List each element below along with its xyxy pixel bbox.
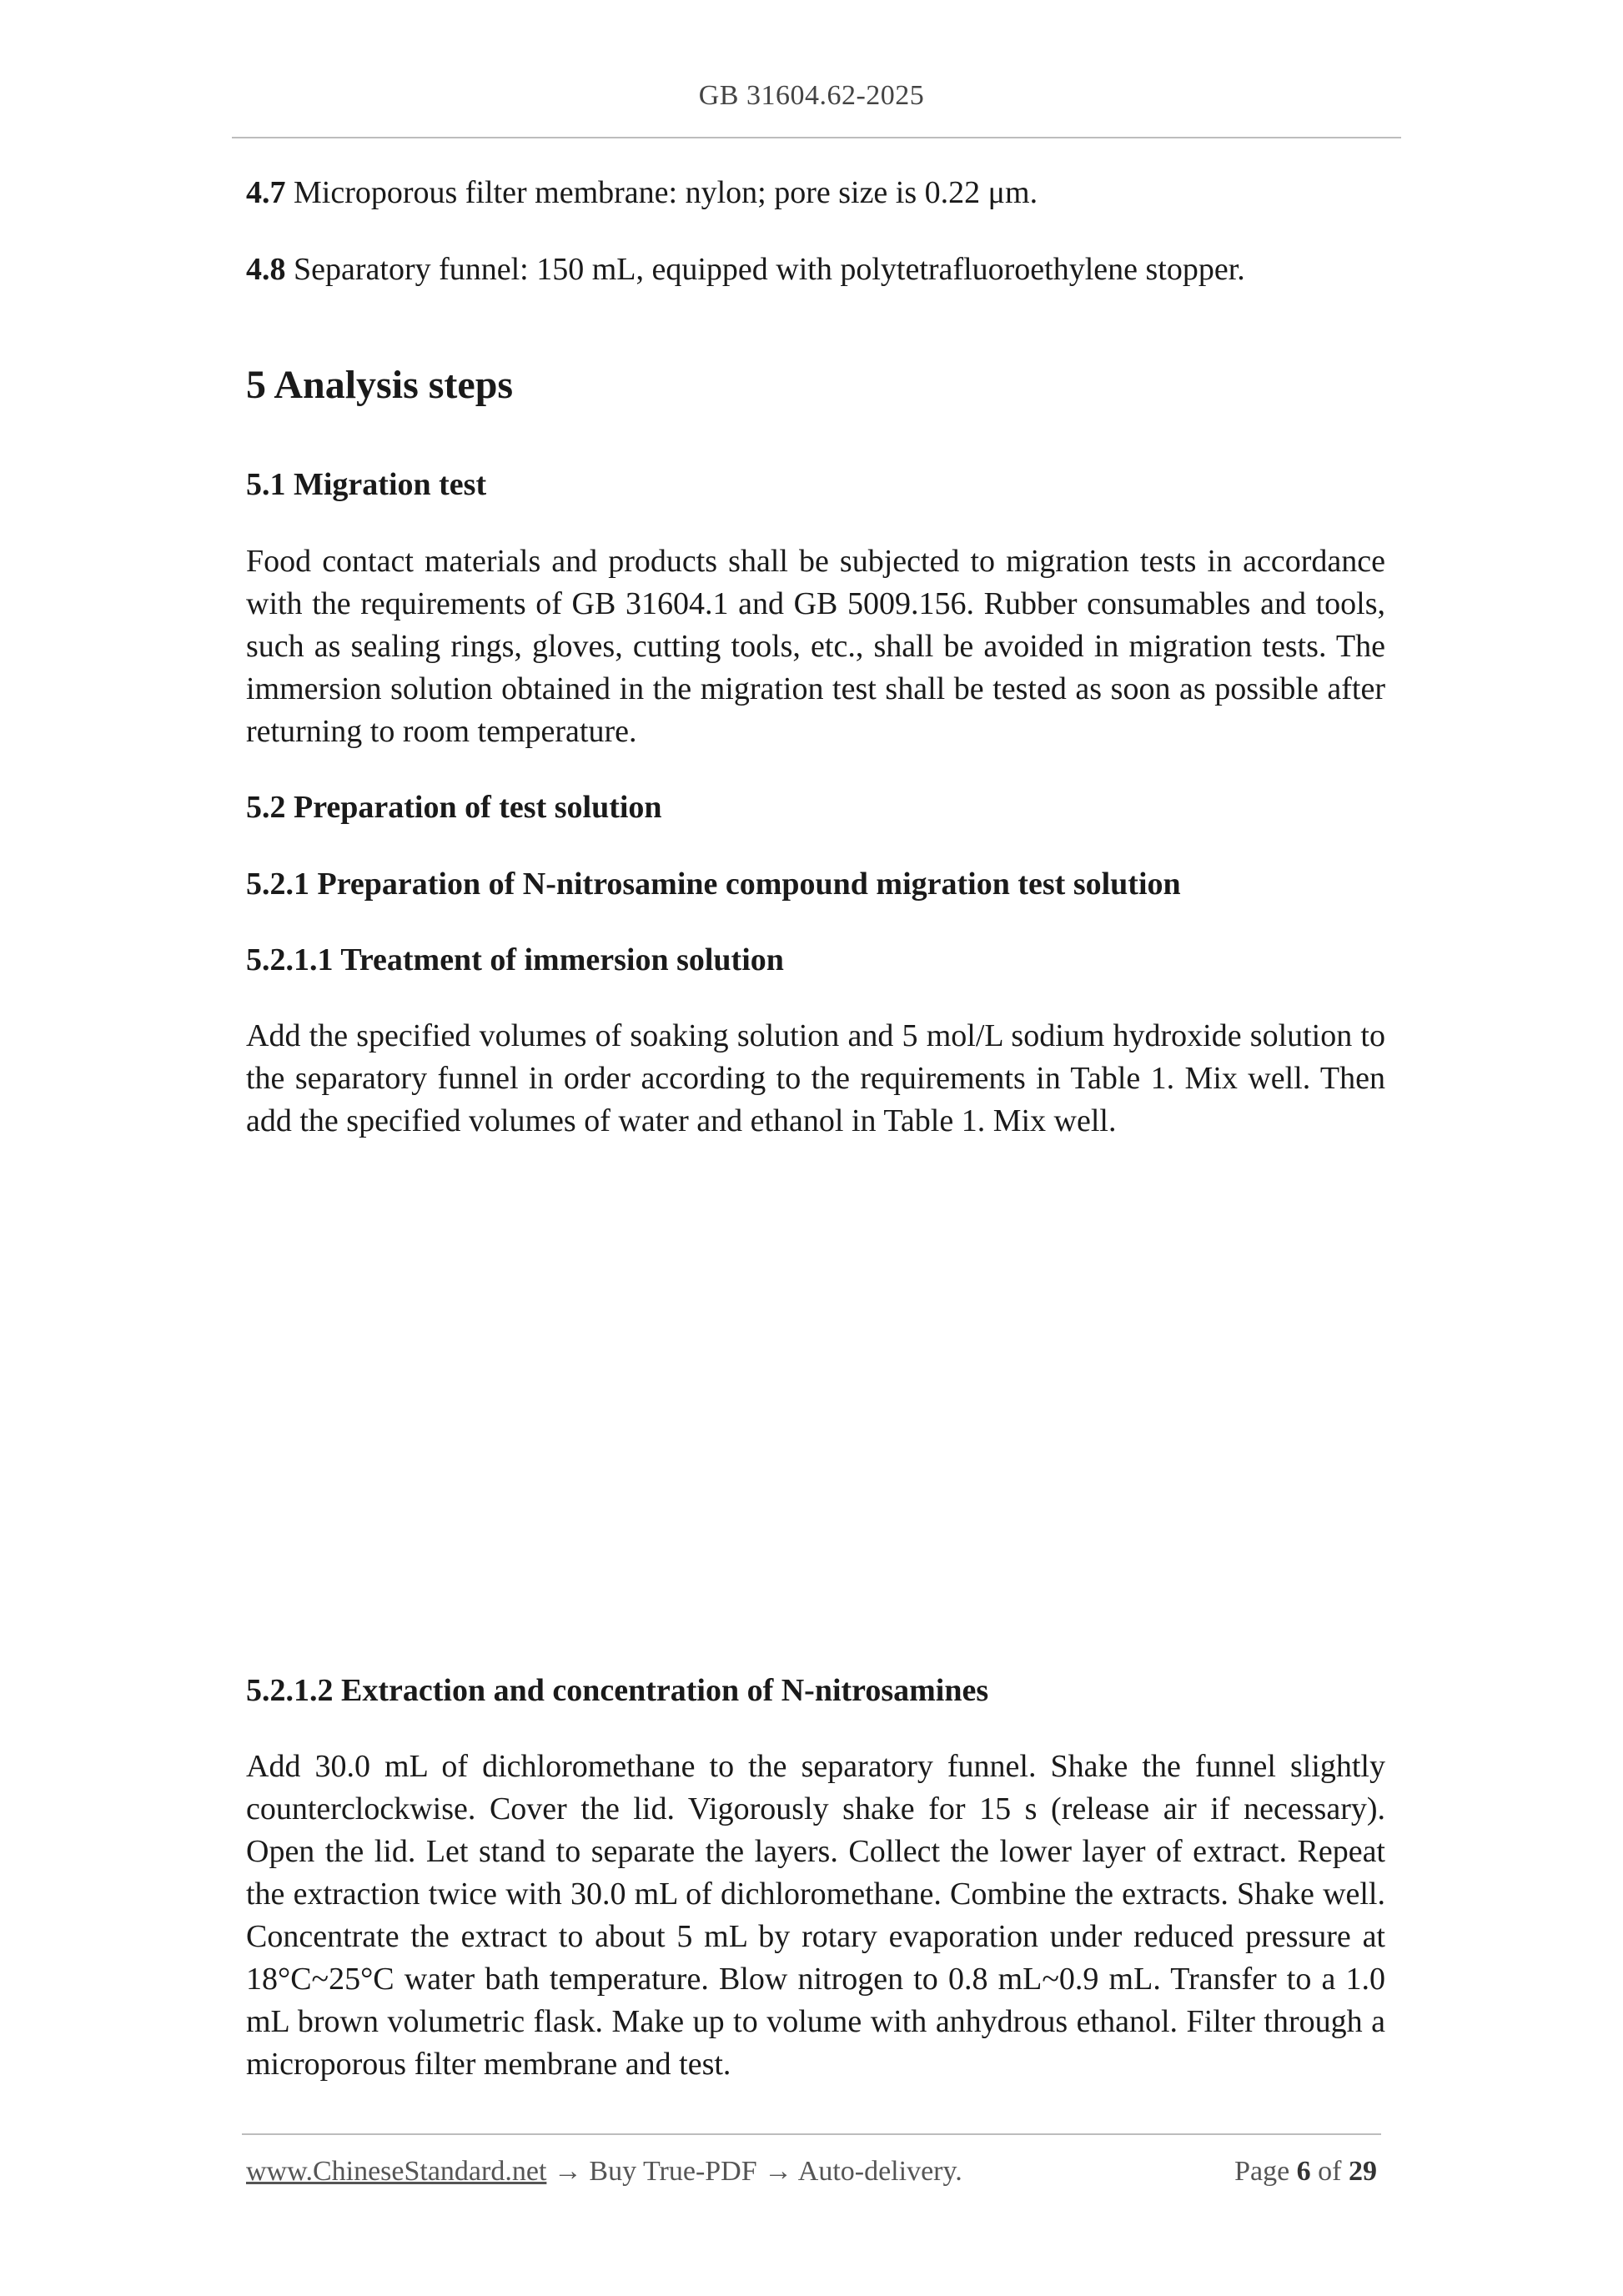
chinesestandard-link[interactable]: www.ChineseStandard.net: [246, 2156, 547, 2187]
section-5-2-1-heading: 5.2.1 Preparation of N-nitrosamine compound migration test solution: [246, 867, 1181, 902]
clause-4-8-number: 4.8: [246, 252, 286, 287]
clause-4-8: [246, 249, 1245, 291]
page-of: of: [1318, 2156, 1342, 2187]
section-5-2-1-2-body: Add 30.0 mL of dichloromethane to the separatory funnel. Shake the funnel slightly counterclockwise. Cover the lid. Vigorously shake for 15 s (release air if necessary). Open the lid. Let stand to separate the layers. Collect the lower layer of extract. Repeat the extraction twice with 30.0 mL of dichloromethane. Combine the extracts. Shake well. Concentrate the extract to about 5 mL by rotary evaporation under reduced pressure at 18°C~25°C water bath temperature. Blow nitrogen to 0.8 mL~0.9 mL. Transfer to a 1.0 mL brown volumetric flask. Make up to volume with anhydrous ethanol. Filter through a microporous filter membrane and test.: [246, 1749, 1385, 2082]
clause-4-7: [246, 172, 1038, 214]
page-footer: [246, 2156, 1377, 2188]
section-5-1-heading: 5.1 Migration test: [246, 467, 487, 502]
section-5-heading: 5 Analysis steps: [246, 363, 514, 407]
clause-4-7-text: Microporous filter membrane: nylon; pore size is 0.22 μm.: [285, 175, 1038, 210]
section-5-2-heading: 5.2 Preparation of test solution: [246, 790, 662, 825]
section-5-2-1-2-heading: 5.2.1.2 Extraction and concentration of N-nitrosamines: [246, 1673, 989, 1708]
header-divider: [232, 137, 1401, 138]
page-label: Page: [1234, 2156, 1290, 2187]
section-5-2-1-1-heading: 5.2.1.1 Treatment of immersion solution: [246, 942, 784, 977]
footer-divider: [242, 2133, 1381, 2135]
footer-promo-text: → Buy True-PDF → Auto-delivery.: [546, 2156, 962, 2187]
footer-left: [246, 2156, 962, 2188]
document-header: GB 31604.62-2025: [698, 80, 925, 111]
section-5-2-1-1-body: Add the specified volumes of soaking solution and 5 mol/L sodium hydroxide solution to the separatory funnel in order according to the requirements in Table 1. Mix well. Then add the specified volumes of water and ethanol in Table 1. Mix well.: [246, 1018, 1385, 1138]
page-current: 6: [1296, 2156, 1311, 2187]
page-total: 29: [1349, 2156, 1377, 2187]
section-5-1-body: Food contact materials and products shall be subjected to migration tests in accordance with the requirements of GB 31604.1 and GB 5009.156. Rubber consumables and tools, such as sealing rings, gloves, cutting tools, etc., shall be avoided in migration tests. The immersion solution obtained in the migration test shall be tested as soon as possible after returning to room temperature.: [246, 544, 1385, 749]
clause-4-8-text: Separatory funnel: 150 mL, equipped with polytetrafluoroethylene stopper.: [285, 252, 1245, 287]
page-indicator: [1234, 2156, 1377, 2188]
clause-4-7-number: 4.7: [246, 175, 286, 210]
